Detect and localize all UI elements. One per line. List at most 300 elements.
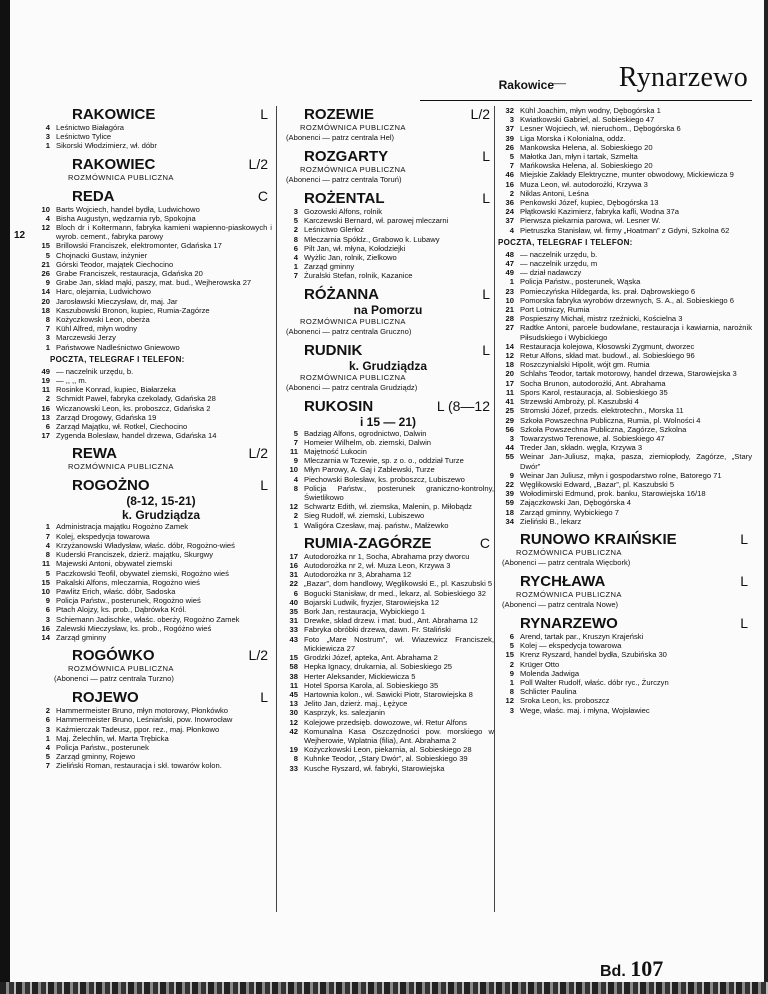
column-1 <box>41 106 272 776</box>
locality-name: ROGOŻNO <box>72 477 150 495</box>
entry-text: Krzyżanowski Władysław, właśc. dóbr, Rogożno-wieś <box>56 540 235 550</box>
entry-number: 19 <box>41 376 50 386</box>
entry-text: Restauracja kolejowa, Kłosowski Zygmunt, dworzec <box>520 341 695 351</box>
locality-heading <box>50 477 272 494</box>
locality-name: RÓŻANNA <box>304 285 379 303</box>
directory-entry <box>282 699 494 708</box>
entry-text: Zarząd Drogowy, Gdańska 19 <box>56 412 157 422</box>
entry-number: 8 <box>293 234 298 244</box>
entry-number: 4 <box>509 225 514 235</box>
entry-text: Krenz Ryszard, handel bydła, Szubińska 30 <box>520 650 667 660</box>
directory-entry <box>282 244 494 253</box>
entry-text: Muza Leon, wł. autodorożki, Krzywa 3 <box>520 179 648 189</box>
directory-entry <box>498 106 752 115</box>
directory-entry <box>41 623 272 633</box>
entry-number: 47 <box>505 259 514 269</box>
entry-number: 31 <box>289 570 298 580</box>
entry-number: 9 <box>293 456 298 466</box>
entry-number: 48 <box>505 249 514 259</box>
directory-entry <box>498 706 752 715</box>
locality-heading <box>282 398 494 415</box>
entry-text: Strzewski Ambroży, pl. Kaszubski 4 <box>520 397 639 407</box>
directory-entry <box>45 278 272 288</box>
public-office: ROZMÓWNICA PUBLICZNA <box>300 123 406 132</box>
directory-entry <box>498 198 752 207</box>
directory-entry <box>498 360 752 369</box>
entry-number: 30 <box>289 708 298 718</box>
locality-name: RUKOSIN <box>304 397 374 415</box>
entry-text: Sroka Leon, ks. proboszcz <box>520 696 610 706</box>
entry-text: Kühl Joachim, młyn wodny, Dębogórska 1 <box>520 106 661 115</box>
locality-name: RUNOWO KRAIŃSKIE <box>520 530 677 548</box>
directory-entry <box>282 484 494 502</box>
locality-heading <box>50 106 272 123</box>
entry-number: 7 <box>293 271 298 281</box>
locality-name: ROŻENTAL <box>304 190 385 207</box>
entry-number: 27 <box>505 323 514 333</box>
locality-heading <box>282 342 494 359</box>
entry-text: Zygenda Bolesław, handel drzewa, Gdańska 14 <box>56 431 217 441</box>
entry-number: 8 <box>293 483 298 493</box>
directory-entry <box>498 632 752 641</box>
page-header <box>420 62 752 98</box>
directory-entry <box>41 403 272 413</box>
column-divider <box>494 106 495 912</box>
exchange-class: L <box>260 689 268 706</box>
entry-number: 55 <box>505 452 514 462</box>
locality-heading <box>498 573 752 590</box>
directory-entry <box>45 522 272 532</box>
entry-text: Zarząd gminny, Wybickiego 7 <box>520 507 619 517</box>
entry-number: 45 <box>289 689 298 699</box>
directory-entry <box>45 742 272 752</box>
entry-number: 16 <box>41 403 50 413</box>
entry-text: Hammermeister Bruno, młyn motorowy, Płonkówko <box>56 706 229 716</box>
entry-number: 26 <box>505 142 514 152</box>
entry-number: 4 <box>45 742 50 752</box>
entry-text: Żuralski Stefan, rolnik, Kazanice <box>304 271 413 281</box>
entry-number: 2 <box>509 188 514 198</box>
directory-entry <box>41 305 272 315</box>
directory-entry <box>282 727 494 745</box>
locality-section <box>282 286 494 337</box>
entry-text: Penkowski Józef, kupiec, Dębogórska 13 <box>520 198 659 208</box>
entry-text: Maj. Żelechlin, wł. Marta Trębicka <box>56 733 169 743</box>
entry-text: Kasprzyk, ks. salezjanin <box>304 708 386 718</box>
entry-number: 42 <box>289 726 298 736</box>
entry-number: 8 <box>293 754 298 764</box>
entry-text: Grabe Jan, skład mąki, paszy, mat. bud., Wejherowska 27 <box>56 278 252 288</box>
entry-text: Roszczynialski Hipolit, wójt gm. Rumia <box>520 360 650 370</box>
directory-entry <box>498 277 752 286</box>
entry-number: 7 <box>45 761 50 771</box>
locality-heading <box>282 286 494 303</box>
entry-number: 3 <box>45 132 50 142</box>
directory-entry <box>41 241 272 251</box>
directory-entry <box>282 253 494 262</box>
entry-text: Kühl Alfred, młyn wodny <box>56 324 138 334</box>
directory-entry <box>498 207 752 216</box>
footer-label: Bd. <box>600 963 626 980</box>
exchange-class: L (8—12 <box>436 397 490 414</box>
entry-number: 11 <box>505 387 514 397</box>
locality-section <box>45 106 272 151</box>
directory-entry <box>498 268 752 277</box>
directory-entry <box>45 605 272 615</box>
directory-entry <box>498 406 752 415</box>
directory-entry <box>41 287 272 297</box>
entry-text: Ptach Alojzy, ks. prob., Dąbrówka Król. <box>56 605 187 615</box>
locality-name: REDA <box>72 187 115 205</box>
directory-entry <box>498 416 752 425</box>
public-office: ROZMÓWNICA PUBLICZNA <box>300 165 406 174</box>
entry-number: 21 <box>505 305 514 315</box>
locality-heading <box>50 689 272 706</box>
header-place: Rakowice <box>498 78 554 92</box>
public-office: ROZMÓWNICA PUBLICZNA <box>516 589 622 599</box>
entry-number: 7 <box>509 161 514 171</box>
entry-text: Piechowski Bolesław, ks. proboszcz, Lubiszewo <box>304 474 465 484</box>
entry-text: Lesner Wojciech, wł. nieruchom., Dębogórska 6 <box>520 124 681 134</box>
entry-text: Kuderski Franciszek, dzierż. majątku, Skurgwy <box>56 550 213 560</box>
entry-text: Szkoła Powszechna Publiczna, Rumia, pl. Wolności 4 <box>520 415 701 425</box>
entry-text: Hepka Ignacy, drukarnia, al. Sobieskiego 25 <box>304 662 453 672</box>
entry-number: 26 <box>41 269 50 279</box>
entry-number: 31 <box>289 616 298 626</box>
directory-entry <box>45 132 272 142</box>
entry-number: 15 <box>41 241 50 251</box>
directory-entry <box>41 366 272 376</box>
entry-number: 17 <box>289 551 298 561</box>
entry-text: Molenda Jadwiga <box>520 668 580 678</box>
entry-number: 33 <box>289 625 298 635</box>
entry-text: Bisha Augustyn, wędzarnia ryb, Spokojna <box>56 213 196 223</box>
entry-text: Brillowski Franciszek, elektromonter, Gdańska 17 <box>56 241 222 251</box>
entry-number: 37 <box>505 124 514 134</box>
entry-number: 10 <box>41 586 50 596</box>
entry-text: Fabryka obróbki drzewa, dawn. Fr. Staliński <box>304 625 451 635</box>
entry-number: 25 <box>505 406 514 416</box>
directory-entry <box>498 323 752 341</box>
entry-text: Badziąg Alfons, ogrodnictwo, Dalwin <box>304 428 427 438</box>
exchange-class: L <box>740 572 748 589</box>
directory-entry <box>498 678 752 687</box>
column-3 <box>498 106 752 720</box>
directory-entry <box>282 216 494 225</box>
exchange-class: L <box>482 285 490 302</box>
directory-entry <box>45 568 272 578</box>
entry-number: 6 <box>293 588 298 598</box>
entry-text: Policja Państw., posterunek, Wąska <box>520 277 641 287</box>
entry-number: 3 <box>45 333 50 343</box>
directory-entry <box>282 429 494 438</box>
centrala-note: (Abonenci — patrz centrala Grudziądz) <box>286 382 418 392</box>
directory-entry <box>41 385 272 395</box>
directory-entry <box>498 287 752 296</box>
directory-entry <box>45 333 272 343</box>
directory-entry <box>498 189 752 198</box>
entry-number: 12 <box>505 351 514 361</box>
centrala-note: (Abonenci — patrz centrala Toruń) <box>286 175 402 184</box>
entry-text: Policja Państw., posterunek, Rogożno wieś <box>56 596 201 606</box>
entry-number: 9 <box>509 470 514 480</box>
directory-entry <box>498 641 752 650</box>
entry-number: 14 <box>41 632 50 642</box>
entry-text: Zarząd Majątku, wł. Rotkel, Ciechocino <box>56 422 188 432</box>
entry-text: Zieliński B., lekarz <box>520 516 582 526</box>
entry-number: 11 <box>41 385 50 395</box>
entry-number: 41 <box>505 397 514 407</box>
entry-number: 11 <box>289 680 298 690</box>
entry-number: 15 <box>289 653 298 663</box>
post-office-heading: POCZTA, TELEGRAF I TELEFON: <box>498 237 633 247</box>
centrala-note: (Abonenci — patrz centrala Nowe) <box>502 599 619 609</box>
entry-number: 40 <box>289 597 298 607</box>
entry-number: 1 <box>509 677 514 687</box>
entry-text: Mańkowska Helena, al. Sobieskiego 20 <box>520 161 653 171</box>
directory-entry <box>498 134 752 143</box>
entry-text: Leśnictwo Białagóra <box>56 123 124 132</box>
locality-section <box>41 477 272 642</box>
directory-entry <box>45 213 272 223</box>
entry-number: 32 <box>505 106 514 115</box>
directory-entry <box>282 465 494 474</box>
directory-entry <box>45 733 272 743</box>
exchange-class: L <box>482 190 490 206</box>
locality-name: RUDNIK <box>304 341 363 359</box>
locality-heading <box>50 445 272 462</box>
locality-heading <box>50 156 272 173</box>
entry-number: 2 <box>45 394 50 404</box>
directory-entry <box>498 452 752 470</box>
entry-number: 7 <box>293 437 298 447</box>
entry-number: 3 <box>509 115 514 125</box>
directory-entry <box>498 397 752 406</box>
directory-entry <box>41 269 272 279</box>
directory-entry <box>282 764 494 773</box>
entry-text: Schlicter Paulina <box>520 687 577 697</box>
directory-entry <box>41 577 272 587</box>
directory-entry <box>498 425 752 434</box>
entry-text: Pierwsza piekarnia parowa, wł. Lesner W. <box>520 216 661 226</box>
entry-number: 28 <box>505 314 514 324</box>
entry-text: Leśnictwo Tylice <box>56 132 112 142</box>
exchange-class: C <box>257 187 268 204</box>
locality-heading <box>282 190 494 207</box>
directory-entry <box>41 259 272 269</box>
locality-section <box>498 573 752 610</box>
directory-entry <box>45 550 272 560</box>
entry-number: 12 <box>505 696 514 706</box>
entry-text: Mankowska Helena, al. Sobieskiego 20 <box>520 142 653 152</box>
directory-entry <box>498 170 752 179</box>
directory-entry <box>282 438 494 447</box>
scan-edge-left <box>0 0 10 994</box>
entry-number: 1 <box>45 522 50 532</box>
entry-text: Grabe Franciszek, restauracja, Gdańska 20 <box>56 269 203 279</box>
directory-entry <box>45 394 272 404</box>
entry-text: — dział nadawczy <box>520 268 582 278</box>
entry-text: Pakalski Alfons, mleczarnia, Rogożno wieś <box>56 577 200 587</box>
directory-entry <box>498 650 752 659</box>
entry-text: Schiemann Jadischke, właśc. oberży, Rogożno Zamek <box>56 614 240 624</box>
entry-number: 20 <box>41 296 50 306</box>
entry-number: 3 <box>45 724 50 734</box>
directory-entry <box>498 115 752 124</box>
directory-entry <box>498 369 752 378</box>
directory-entry <box>45 250 272 260</box>
exchange-class: L/2 <box>248 647 268 664</box>
directory-entry <box>498 660 752 669</box>
entry-number: 49 <box>41 366 50 376</box>
scan-edge-right <box>764 0 768 994</box>
locality-name: ROJEWO <box>72 689 139 707</box>
locality-name: RAKOWICE <box>72 106 156 123</box>
entry-text: Młyn Parowy, A. Gaj i Zablewski, Turze <box>304 465 435 475</box>
header-rule <box>420 100 752 101</box>
margin-mark: 12 <box>14 230 26 241</box>
entry-text: Towarzystwo Terenowe, al. Sobieskiego 47 <box>520 433 665 443</box>
entry-text: Marczewski Jerzy <box>56 333 116 343</box>
entry-number: 6 <box>45 422 50 432</box>
entry-text: Socha Brunon, autodorożki, Ant. Abrahama <box>520 378 666 388</box>
entry-text: Bork Jan, restauracja, Wybickiego 1 <box>304 607 426 617</box>
entry-number: 16 <box>289 561 298 571</box>
directory-entry <box>41 431 272 441</box>
entry-number: 34 <box>505 516 514 526</box>
entry-number: 15 <box>41 577 50 587</box>
locality-section <box>50 156 272 183</box>
public-office: ROZMÓWNICA PUBLICZNA <box>300 316 406 326</box>
exchange-class: L/2 <box>248 155 268 172</box>
entry-number: 1 <box>293 262 298 272</box>
entry-text: — naczelnik urzędu, b. <box>56 366 134 376</box>
directory-entry <box>282 681 494 690</box>
page-number: 107 <box>630 956 664 981</box>
directory-entry <box>282 552 494 561</box>
entry-number: 4 <box>45 213 50 223</box>
entry-text: — naczelnik urzędu, b. <box>520 249 598 259</box>
entry-text: Radtke Antoni, parcele budowlane, restauracja i kawiarnia, narożnik Piłsudskiego i Wybickiego <box>520 323 752 342</box>
entry-number: 5 <box>45 568 50 578</box>
entry-text: Kożyczkowski Leon, piekarnia, al. Sobieskiego 28 <box>304 745 472 755</box>
public-office: ROZMÓWNICA PUBLICZNA <box>516 547 622 557</box>
entry-text: Poll Walter Rudolf, właśc. dóbr ryc., Żurczyn <box>520 677 669 687</box>
entry-text: Wiczanowski Leon, ks. proboszcz, Gdańska 2 <box>56 403 211 413</box>
entry-number: 2 <box>293 511 298 521</box>
entry-number: 11 <box>41 559 50 569</box>
entry-text: Kolej — ekspedycja towarowa <box>520 641 622 651</box>
directory-entry <box>41 296 272 306</box>
entry-text: Mleczarnia Spółdz., Grabowo k. Lubawy <box>304 234 440 244</box>
entry-text: Autodorożka nr 2, wł. Muza Leon, Krzywa 3 <box>304 561 451 571</box>
locality-subtitle: k. Grudziądza <box>348 358 428 373</box>
entry-text: Sieg Rudolf, wł. ziemski, Lubiszewo <box>304 511 425 521</box>
public-office: ROZMÓWNICA PUBLICZNA <box>68 462 174 472</box>
entry-number: 5 <box>293 216 298 226</box>
directory-entry <box>498 296 752 305</box>
entry-text: Treder Jan, składn. węgla, Krzywa 3 <box>520 443 643 453</box>
locality-section <box>50 647 272 684</box>
entry-text: Drewke, skład drzew. i mat. bud., Ant. Abrahama 12 <box>304 616 478 626</box>
post-office-heading: POCZTA, TELEGRAF I TELEFON: <box>50 354 185 364</box>
entry-text: Państwowe Nadleśnictwo Gniewowo <box>56 342 180 352</box>
directory-entry <box>282 271 494 280</box>
directory-entry <box>45 752 272 762</box>
entry-number: 18 <box>41 305 50 315</box>
locality-section <box>45 689 272 771</box>
directory-entry <box>498 517 752 526</box>
entry-number: 9 <box>45 596 50 606</box>
locality-subtitle: k. Grudziądza <box>121 508 201 523</box>
directory-entry <box>41 559 272 569</box>
entry-text: Kolejowe przedsięb. dowozowe, wł. Retur Alfons <box>304 717 467 727</box>
directory-entry <box>41 632 272 642</box>
entry-text: Sikorski Włodzimierz, wł. dóbr <box>56 141 157 151</box>
entry-number: 7 <box>45 324 50 334</box>
header-dash: — <box>552 76 566 91</box>
directory-entry <box>498 471 752 480</box>
entry-number: 12 <box>289 502 298 512</box>
entry-number: 5 <box>509 641 514 651</box>
entry-text: Stromski Józef, przeds. elektrotechn., Morska 11 <box>520 406 684 416</box>
entry-text: Karczewski Bernard, wł. parowej mleczarni <box>304 216 449 226</box>
directory-entry <box>282 607 494 616</box>
entry-text: Zarząd gminny <box>304 262 355 272</box>
entry-number: 2 <box>293 225 298 235</box>
entry-number: 22 <box>505 479 514 489</box>
locality-section <box>50 445 272 472</box>
locality-subtitle: (8-12, 15-21) <box>126 494 196 509</box>
directory-entry <box>282 235 494 244</box>
entry-number: 10 <box>505 295 514 305</box>
directory-entry <box>45 596 272 606</box>
directory-entry <box>45 422 272 432</box>
directory-entry <box>282 589 494 598</box>
entry-number: 59 <box>505 498 514 508</box>
locality-heading <box>282 535 494 552</box>
entry-number: 39 <box>505 133 514 143</box>
entry-number: 18 <box>505 360 514 370</box>
entry-text: Schwartz Edith, wł. ziemska, Malenin, p. Miłobądz <box>304 502 472 512</box>
entry-text: Liga Morska i Kolonialna, oddz. <box>520 133 626 143</box>
entry-number: 20 <box>505 369 514 379</box>
entry-text: Wyżlic Jan, rolnik, Zielkowo <box>304 253 397 263</box>
entry-text: Spors Karol, restauracja, al. Sobieskiego 35 <box>520 387 668 397</box>
directory-entry <box>498 489 752 498</box>
directory-entry <box>282 456 494 465</box>
entry-number: 3 <box>293 207 298 216</box>
public-office: ROZMÓWNICA PUBLICZNA <box>68 664 174 674</box>
directory-entry <box>282 662 494 671</box>
entry-number: 58 <box>289 662 298 672</box>
entry-text: Krüger Otto <box>520 659 560 669</box>
entry-text: Schmidt Paweł, fabryka czekolady, Gdańska 28 <box>56 394 216 404</box>
entry-number: 19 <box>289 745 298 755</box>
directory-entry <box>282 625 494 634</box>
entry-number: 33 <box>289 763 298 773</box>
locality-section <box>282 148 494 185</box>
entry-number: 13 <box>289 699 298 709</box>
locality-name: RYCHŁAWA <box>520 572 606 590</box>
directory-entry <box>498 480 752 489</box>
locality-name: ROGÓWKO <box>72 647 155 665</box>
directory-entry <box>498 342 752 351</box>
entry-number: 46 <box>505 170 514 180</box>
locality-heading <box>498 615 752 632</box>
directory-entry <box>282 579 494 588</box>
entry-text: Bloch dr i Koltermann, fabryka kamieni wapienno-piaskowych i wyrob. cement., fabryka parowy <box>56 223 272 242</box>
